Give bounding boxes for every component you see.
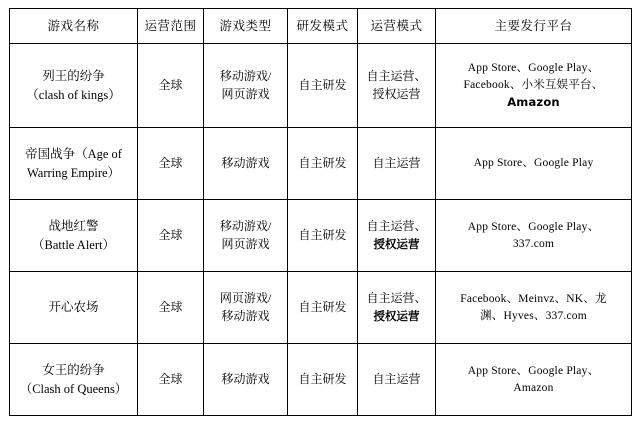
column-header-type: 游戏类型 — [204, 9, 288, 44]
cell-operation-scope — [138, 44, 204, 128]
cell-publishing-platform — [436, 128, 632, 200]
cell-line: 网页游戏 — [221, 86, 270, 101]
cell-line: 全球 — [158, 227, 183, 242]
cell-line: Amazon — [513, 381, 554, 394]
cell-line: 帝国战争（Age of — [25, 147, 122, 162]
column-header-name: 游戏名称 — [10, 9, 138, 44]
cell-line: 授权运营 — [373, 236, 420, 251]
cell-publishing-platform — [436, 344, 632, 416]
cell-publishing-platform — [436, 272, 632, 344]
cell-operation-model — [358, 128, 436, 200]
table-row — [10, 128, 632, 200]
cell-line: Facebook、Meinvz、NK、龙 — [460, 292, 607, 305]
cell-development-model — [288, 344, 358, 416]
cell-publishing-platform — [436, 44, 632, 128]
cell-line: （Clash of Queens） — [19, 381, 128, 396]
cell-line: 渊、Hyves、337.com — [480, 309, 587, 322]
cell-operation-model — [358, 344, 436, 416]
cell-publishing-platform — [436, 200, 632, 272]
table-header-row — [10, 9, 632, 44]
table-row — [10, 44, 632, 128]
cell-development-model — [288, 272, 358, 344]
table-row — [10, 200, 632, 272]
cell-line: 自主研发 — [298, 227, 347, 242]
cell-line: 自主研发 — [298, 371, 347, 386]
cell-operation-scope — [138, 272, 204, 344]
cell-game-name — [10, 44, 138, 128]
column-header-scope: 运营范围 — [138, 9, 204, 44]
cell-game-type — [204, 128, 288, 200]
cell-game-type — [204, 344, 288, 416]
cell-operation-scope — [138, 344, 204, 416]
table-row — [10, 344, 632, 416]
cell-line: （Battle Alert） — [32, 237, 115, 252]
cell-line: 移动游戏 — [221, 308, 270, 323]
cell-game-type — [204, 44, 288, 128]
cell-line: 移动游戏 — [221, 155, 270, 170]
cell-line: 337.com — [512, 237, 555, 250]
cell-line: 全球 — [158, 299, 183, 314]
table-header — [10, 9, 632, 44]
cell-line: 移动游戏/ — [219, 69, 272, 84]
cell-game-name — [10, 344, 138, 416]
cell-game-type — [204, 200, 288, 272]
table-row — [10, 272, 632, 344]
cell-line: 移动游戏/ — [219, 219, 272, 234]
cell-line: 战地红警 — [48, 219, 99, 234]
cell-operation-model — [358, 200, 436, 272]
cell-line: 自主研发 — [298, 77, 347, 92]
cell-line: 授权运营 — [372, 86, 421, 101]
cell-game-type — [204, 272, 288, 344]
cell-line: App Store、Google Play、 — [467, 220, 600, 233]
cell-operation-model — [358, 272, 436, 344]
cell-game-name — [10, 272, 138, 344]
column-header-dev-model: 研发模式 — [288, 9, 358, 44]
cell-line: 全球 — [158, 371, 183, 386]
cell-operation-model — [358, 44, 436, 128]
cell-line: App Store、Google Play、 — [467, 364, 600, 377]
column-header-platform: 主要发行平台 — [436, 9, 632, 44]
cell-line: Amazon — [507, 94, 560, 109]
cell-line: 网页游戏/ — [219, 291, 272, 306]
cell-line: 移动游戏 — [221, 371, 270, 386]
cell-line: Facebook、小米互娱平台、 — [463, 79, 604, 92]
cell-line: App Store、Google Play、 — [467, 62, 600, 75]
document-page — [0, 8, 640, 435]
column-header-op-model: 运营模式 — [358, 9, 436, 44]
cell-line: 全球 — [158, 155, 183, 170]
cell-line: 女王的纷争 — [42, 363, 105, 378]
game-products-table — [9, 8, 632, 416]
cell-game-name — [10, 128, 138, 200]
cell-line: Warring Empire） — [26, 165, 121, 180]
cell-line: 自主运营、 — [366, 69, 427, 84]
cell-line: 网页游戏 — [221, 236, 270, 251]
cell-line: 开心农场 — [48, 300, 99, 315]
cell-development-model — [288, 200, 358, 272]
cell-line: 自主研发 — [298, 155, 347, 170]
cell-operation-scope — [138, 128, 204, 200]
cell-line: App Store、Google Play — [473, 157, 594, 170]
cell-line: 自主研发 — [298, 299, 347, 314]
cell-line: 授权运营 — [373, 308, 420, 323]
cell-development-model — [288, 128, 358, 200]
cell-line: 自主运营 — [372, 155, 421, 170]
cell-line: 自主运营、 — [366, 291, 427, 306]
cell-operation-scope — [138, 200, 204, 272]
cell-development-model — [288, 44, 358, 128]
cell-line: 自主运营、 — [366, 219, 427, 234]
cell-line: （clash of kings） — [26, 87, 121, 102]
cell-line: 列王的纷争 — [42, 69, 105, 84]
cell-line: 全球 — [158, 77, 183, 92]
cell-game-name — [10, 200, 138, 272]
table-body — [10, 44, 632, 416]
cell-line: 自主运营 — [372, 371, 421, 386]
